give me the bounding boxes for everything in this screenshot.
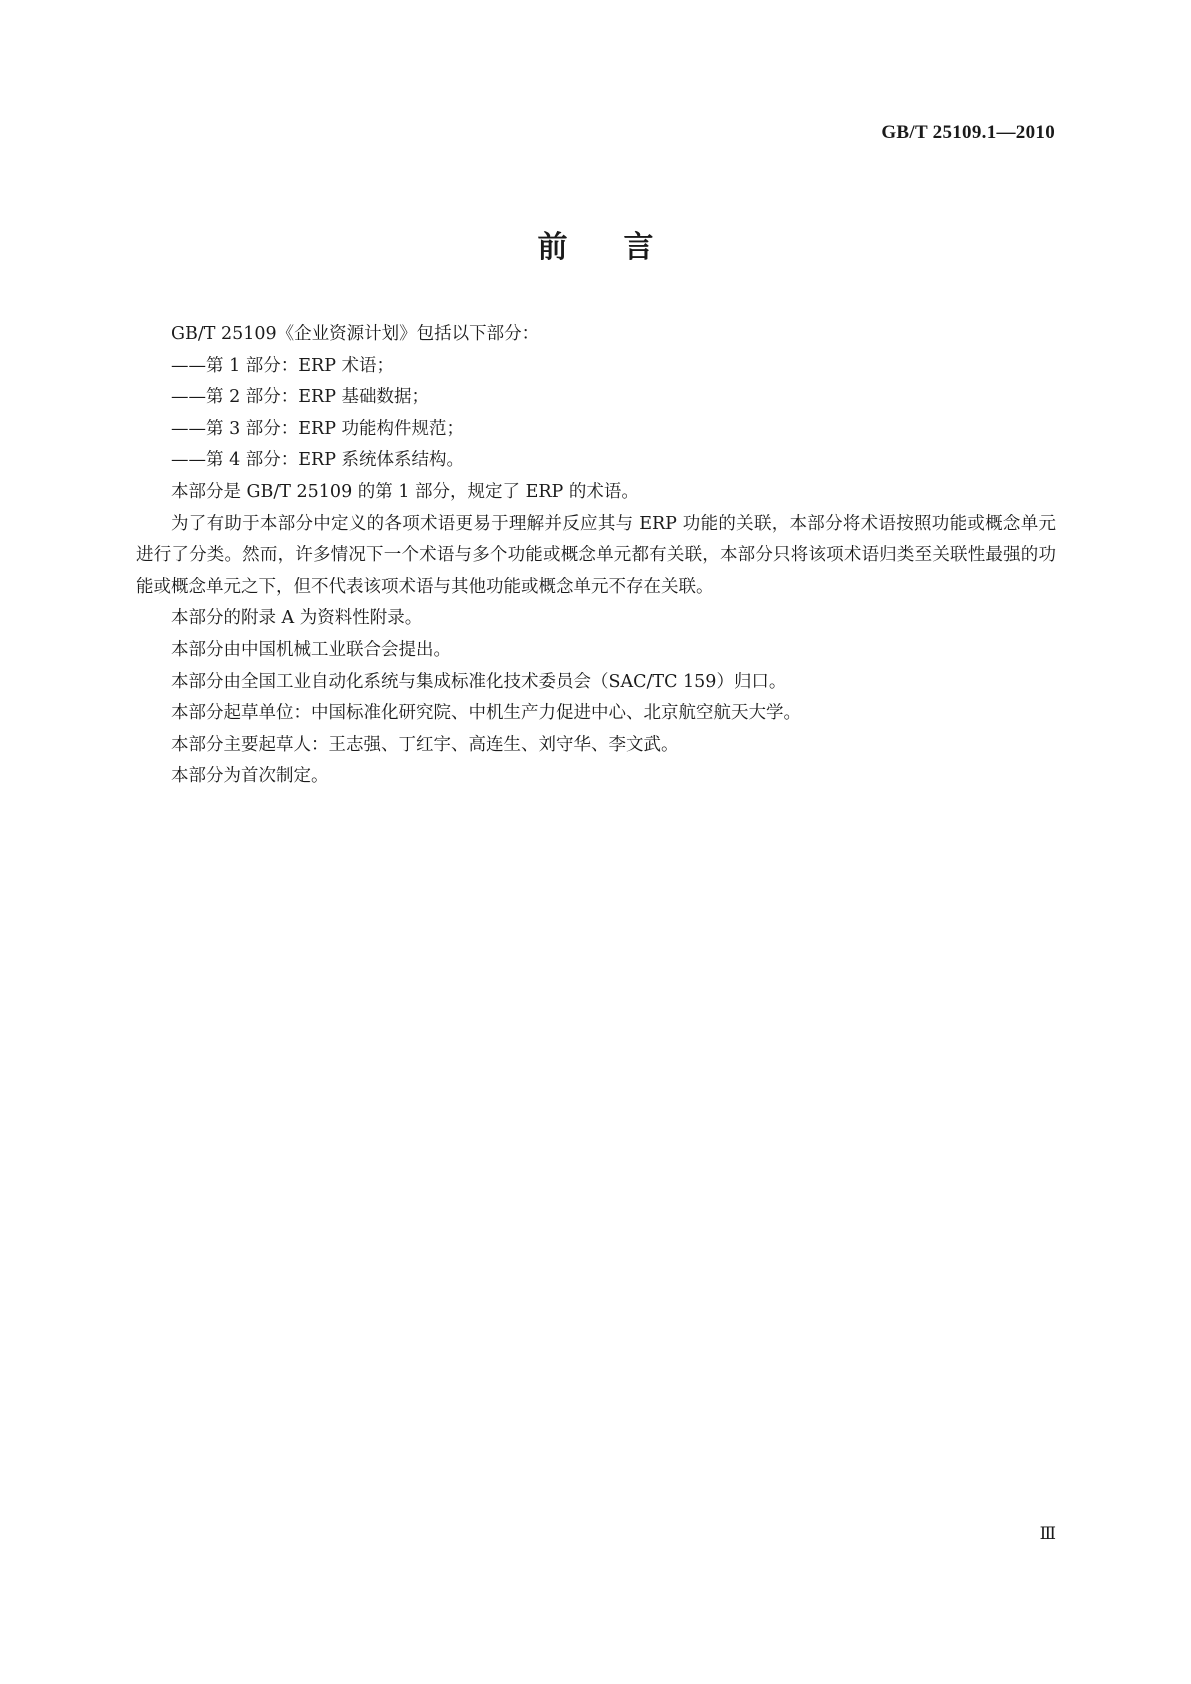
part-list-item: ——第 2 部分：ERP 基础数据； [171,387,430,408]
preface-body [136,319,1056,793]
proposer-paragraph: 本部分由中国机械工业联合会提出。 [171,639,451,660]
classification-paragraph: 为了有助于本部分中定义的各项术语更易于理解并反应其与 ERP 功能的关联，本部分将术语按照功能或概念单元进行了分类。然而，许多情况下一个术语与多个功能或概念单元都有关联，本部分只将该项术语归类至关联性最强的功能或概念单元之下，但不代表该项术语与其他功能或概念单元不存在关联。 [136,513,1056,597]
intro-paragraph: GB/T 25109《企业资源计划》包括以下部分： [171,324,540,344]
standard-code: GB/T 25109.1—2010 [881,122,1055,143]
part-list-item: ——第 4 部分：ERP 系统体系结构。 [171,450,465,471]
page-title: 前言 [537,230,710,265]
page-number: Ⅲ [1039,1524,1056,1543]
part-list-item: ——第 3 部分：ERP 功能构件规范； [171,418,465,439]
scope-paragraph: 本部分是 GB/T 25109 的第 1 部分，规定了 ERP 的术语。 [171,481,639,502]
drafters-paragraph: 本部分主要起草人：王志强、丁红宇、高连生、刘守华、李文武。 [171,734,679,755]
first-edition-paragraph: 本部分为首次制定。 [171,766,329,787]
annex-paragraph: 本部分的附录 A 为资料性附录。 [171,608,423,629]
committee-paragraph: 本部分由全国工业自动化系统与集成标准化技术委员会（SAC/TC 159）归口。 [171,671,787,692]
part-list-item: ——第 1 部分：ERP 术语； [171,355,395,376]
drafting-units-paragraph: 本部分起草单位：中国标准化研究院、中机生产力促进中心、北京航空航天大学。 [171,703,801,724]
